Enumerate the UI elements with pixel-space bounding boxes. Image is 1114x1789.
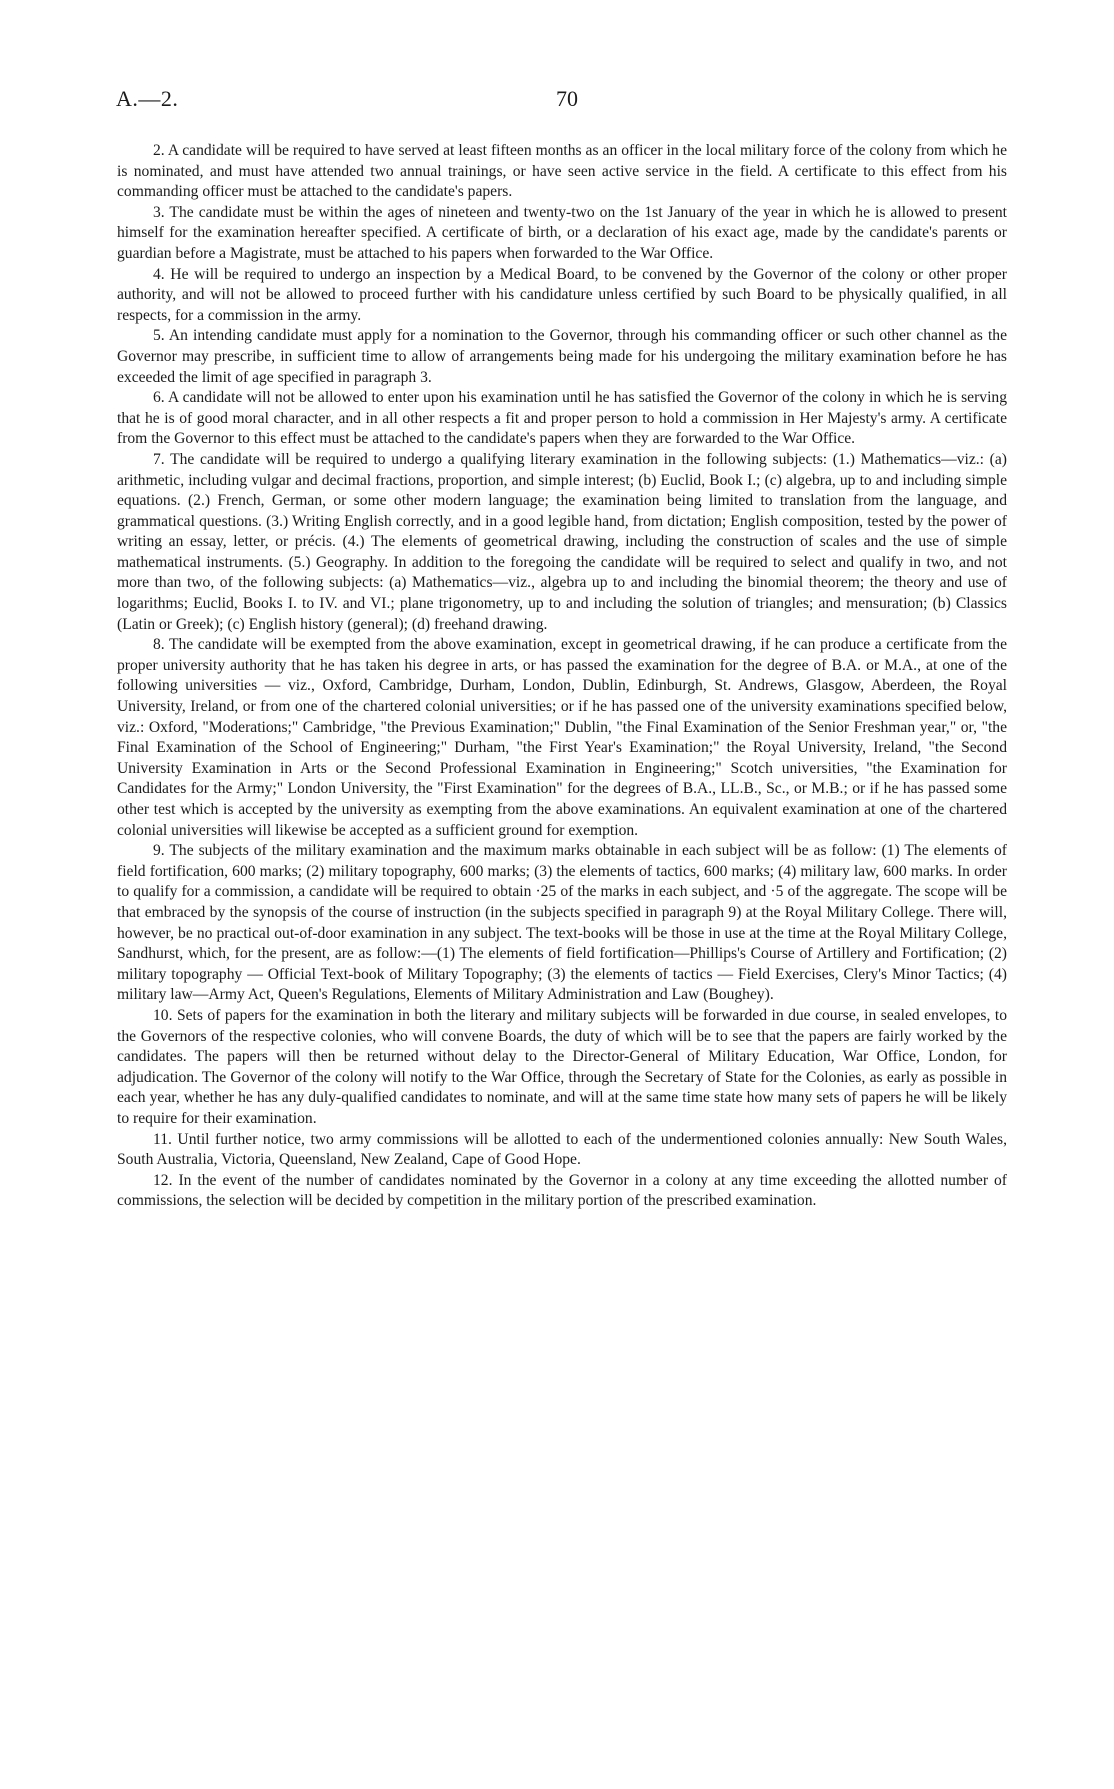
document-body <box>117 141 1007 1212</box>
paragraph-10: 10. Sets of papers for the examination in both the literary and military subjects will be forwarded in due course, in sealed envelopes, to the Governors of the respective colonies, who will convene Boards, the duty of which will be to see that the papers are fairly worked by the candidates. The papers will then be returned without delay to the Director-General of Military Education, War Office, London, for adjudication. The Governor of the colony will notify to the War Office, through the Secretary of State for the Colonies, as early as possible in each year, whether he has any duly-qualified candidates to nominate, and will at the same time state how many sets of papers he will be likely to require for their examination. <box>117 1006 1007 1127</box>
paragraph-3: 3. The candidate must be within the ages of nineteen and twenty-two on the 1st January of the year in which he is allowed to present himself for the examination hereafter specified. A certificate of birth, or a declaration of his exact age, made by the candidate's parents or guardian before a Magistrate, must be attached to his papers when forwarded to the War Office. <box>117 203 1007 262</box>
paragraph-9: 9. The subjects of the military examination and the maximum marks obtainable in each subject will be as follow: (1) The elements of field fortification, 600 marks; (2) military topography, 600 marks; (3) the elements of tactics, 600 marks; (4) military law, 600 marks. In order to qualify for a commission, a candidate will be required to obtain ·25 of the marks in each subject, and ·5 of the aggregate. The scope will be that embraced by the synopsis of the course of instruction (in the subjects specified in paragraph 9) at the Royal Military College. There will, however, be no practical out-of-door examination in any subject. The text-books will be those in use at the time at the Royal Military College, Sandhurst, which, for the present, are as follow:—(1) The elements of field fortification—Phillips's Course of Artillery and Fortification; (2) military topography — Official Text-book of Military Topography; (3) the elements of tactics — Field Exercises, Clery's Minor Tactics; (4) military law—Army Act, Queen's Regulations, Elements of Military Administration and Law (Boughey). <box>117 842 1007 1004</box>
series-reference: A.—2. <box>116 86 179 111</box>
paragraph-5: 5. An intending candidate must apply for a nomination to the Governor, through his commanding officer or such other channel as the Governor may prescribe, in sufficient time to allow of arrangements being made for his undergoing the military examination before he has exceeded the limit of age specified in paragraph 3. <box>117 327 1007 386</box>
paragraph-8: 8. The candidate will be exempted from the above examination, except in geometrical drawing, if he can produce a certificate from the proper university authority that he has taken his degree in arts, or has passed the examination for the degree of B.A. or M.A., at one of the following universities — viz., Oxford, Cambridge, Durham, London, Dublin, Edinburgh, St. Andrews, Glasgow, Aberdeen, the Royal University, Ireland, or from one of the chartered colonial universities; or if he has passed one of the university examinations specified below, viz.: Oxford, "Moderations;" Cambridge, "the Previous Examination;" Dublin, "the Final Examination of the Senior Freshman year," or, "the Final Examination of the School of Engineering;" Durham, "the First Year's Examination;" the Royal University, Ireland, "the Second University Examination in Arts or the Second Professional Examination in Engineering;" Scotch universities, "the Examination for Candidates for the Army;" London University, the "First Examination" for the degrees of B.A., LL.B., Sc., or M.B.; or if he has passed some other test which is accepted by the university as exempting from the above examinations. An equivalent examination at one of the chartered colonial universities will likewise be accepted as a sufficient ground for exemption. <box>117 636 1007 839</box>
paragraph-2: 2. A candidate will be required to have served at least fifteen months as an officer in the local military force of the colony from which he is nominated, and must have attended two annual trainings, or have seen active service in the field. A certificate to this effect from his commanding officer must be attached to the candidate's papers. <box>117 142 1007 201</box>
paragraph-11: 11. Until further notice, two army commissions will be allotted to each of the undermentioned colonies annually: New South Wales, South Australia, Victoria, Queensland, New Zealand, Cape of Good Hope. <box>117 1130 1007 1169</box>
paragraph-6: 6. A candidate will not be allowed to enter upon his examination until he has satisfied the Governor of the colony in which he is serving that he is of good moral character, and in all other respects a fit and proper person to hold a commission in Her Majesty's army. A certificate from the Governor to this effect must be attached to the candidate's papers when they are forwarded to the War Office. <box>117 389 1007 448</box>
paragraph-7: 7. The candidate will be required to undergo a qualifying literary examination in the following subjects: (1.) Mathematics—viz.: (a) arithmetic, including vulgar and decimal fractions, proportion, and simple interest; (b) Euclid, Book I.; (c) algebra, up to and including simple equations. (2.) French, German, or some other modern language; the examination being limited to translation from the language, and grammatical questions. (3.) Writing English correctly, and in a good legible hand, from dictation; English composition, tested by the power of writing an essay, letter, or précis. (4.) The elements of geometrical drawing, including the construction of scales and the use of simple mathematical instruments. (5.) Geography. In addition to the foregoing the candidate will be required to select and qualify in two, and not more than two, of the following subjects: (a) Mathematics—viz., algebra up to and including the binomial theorem; the theory and use of logarithms; Euclid, Books I. to IV. and VI.; plane trigonometry, up to and including the solution of triangles; and mensuration; (b) Classics (Latin or Greek); (c) English history (general); (d) freehand drawing. <box>117 450 1007 633</box>
page-header <box>116 86 1016 120</box>
paragraph-4: 4. He will be required to undergo an inspection by a Medical Board, to be convened by the Governor of the colony or other proper authority, and will not be allowed to proceed further with his candidature unless certified by such Board to be physically qualified, in all respects, for a commission in the army. <box>117 265 1007 324</box>
paragraph-12: 12. In the event of the number of candidates nominated by the Governor in a colony at any time exceeding the allotted number of commissions, the selection will be decided by competition in the military portion of the prescribed examination. <box>117 1171 1007 1210</box>
page-number: 70 <box>556 86 578 111</box>
